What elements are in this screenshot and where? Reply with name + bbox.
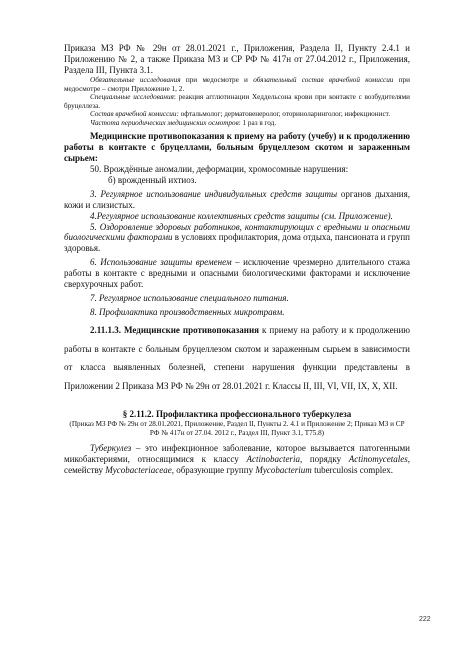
- tb-class: Actinobacteria: [246, 454, 300, 465]
- frequency-text: : 1 раз в год.: [238, 119, 277, 128]
- page-number: 222: [419, 616, 431, 623]
- prevention-5-text: в условиях профилактория, дома отдыха, пансионата и групп здоровья.: [64, 232, 410, 254]
- mandatory-lead-1: Обязательные исследования: [90, 75, 181, 84]
- prevention-item-8: 8. Профилактика производственных микротравм.: [90, 307, 285, 318]
- tb-term: Туберкулез: [90, 443, 132, 454]
- prevention-item-3: [64, 189, 410, 211]
- mandatory-text-1: при медосмотре и: [180, 75, 254, 84]
- prevention-item-6: [64, 257, 410, 290]
- special-text: : реакция агглютинации Хеддельсона крови при контакте с возбудителями бруцеллеза.: [64, 93, 410, 110]
- tb-text-4: , образующие группу: [171, 465, 256, 476]
- tuberculosis-intro: [64, 443, 410, 476]
- prevention-item-7: 7. Регулярное использование специального питания.: [90, 293, 289, 304]
- frequency-note: [64, 119, 410, 128]
- section-2-11-1-3: [64, 321, 410, 395]
- special-exams-note: [64, 93, 410, 110]
- top-reference: Приказа МЗ РФ № 29н от 28.01.2021 г., Приложения, Раздела II, Пункту 2.4.1 и Приложению № 2, а также Приказа МЗ и СР РФ № 417н от 27.04.2012 г., Приложения, Раздела III, Пункта 3.1.: [64, 43, 410, 75]
- contra-item-50: 50. Врождённые аномалии, деформации, хромосомные нарушения:: [90, 163, 349, 174]
- section-2-11-2-title: § 2.11.2. Профилактика профессионального туберкулеза: [122, 409, 352, 419]
- tb-text-2: , порядку: [299, 454, 349, 465]
- prevention-3-text: органов дыхания, кожи и слизистых.: [64, 188, 410, 210]
- commission-text: офтальмолог; дерматовенеролог, оториноларинголог, инфекционист.: [178, 110, 391, 119]
- mandatory-lead-2: обязательный состав врачебной комиссии: [253, 75, 394, 84]
- prevention-6-text: – исключение чрезмерно длительного стажа работы в контакте с вредными и опасными биологическими факторами и исключение сверхурочных работ.: [64, 257, 410, 290]
- contraindications-heading: Медицинские противопоказания к приему на работу (учебу) и к продолжению работы в контакте с бруцеллами, больным бруцеллезом скотом и зараженным сырьем:: [64, 130, 410, 163]
- mandatory-exams-note: [64, 76, 410, 93]
- special-lead: Специальные исследования: [90, 93, 174, 102]
- commission-note: [64, 110, 410, 119]
- prevention-item-5: [64, 222, 410, 255]
- tb-family: Mycobacteriaceae: [105, 465, 172, 476]
- prevention-item-4: 4.Регулярное использование коллективных средств защиты (см. Приложение).: [90, 210, 393, 221]
- tb-text-5: tuberculosis complex.: [311, 465, 394, 476]
- frequency-lead: Частота периодических медицинских осмотров: [90, 119, 239, 128]
- section-2-11-1-3-number: 2.11.1.3.: [90, 325, 122, 336]
- tb-text-1: – это инфекционное заболевание, которое вызывается патогенными микобактериями, относящимися к классу: [64, 443, 410, 465]
- tb-genus: Mycobacterium: [255, 465, 312, 476]
- mandatory-text-2: при медосмотре – смотри Приложение 1, 2.: [64, 75, 410, 93]
- section-2-11-2-subtitle: (Приказ МЗ РФ № 29н от 28.01.2021, Приложение, Раздел II, Пункты 2. 4.1 и Приложение 2; Приказ МЗ и СР РФ № 417н от 27.04. 2012 г., Раздел III, Пункт 3.1, Т75.8): [69, 419, 405, 437]
- section-2-11-1-3-text: к приему на работу и к продолжению работы в контакте с больным бруцеллезом скотом и зараженным сырьем в зависимости от класса выявленных болезней, степени нарушения функции представлены в Приложении 2 Приказа МЗ РФ № 29н от 28.01.2021 г. Классы II, III, VI, VII, IX, X, XII.: [64, 325, 410, 391]
- prevention-6-lead: 6. Использование защиты временем: [90, 257, 232, 268]
- contra-item-b: б) врожденный ихтиоз.: [108, 174, 197, 185]
- tb-order: Actinomycetales: [348, 454, 408, 465]
- commission-lead: Состав врачебной комиссии:: [90, 110, 179, 119]
- prevention-3-lead: 3. Регулярное использование индивидуальных средств защиты: [90, 188, 338, 199]
- section-2-11-1-3-bold: Медицинские противопоказания: [121, 325, 260, 336]
- page-content: [64, 43, 410, 476]
- prevention-5-lead: 5. Оздоровление здоровых работников, контактирующих с вредными и опасными биологическими факторами: [64, 221, 410, 243]
- tb-text-3: , семейству: [64, 454, 410, 476]
